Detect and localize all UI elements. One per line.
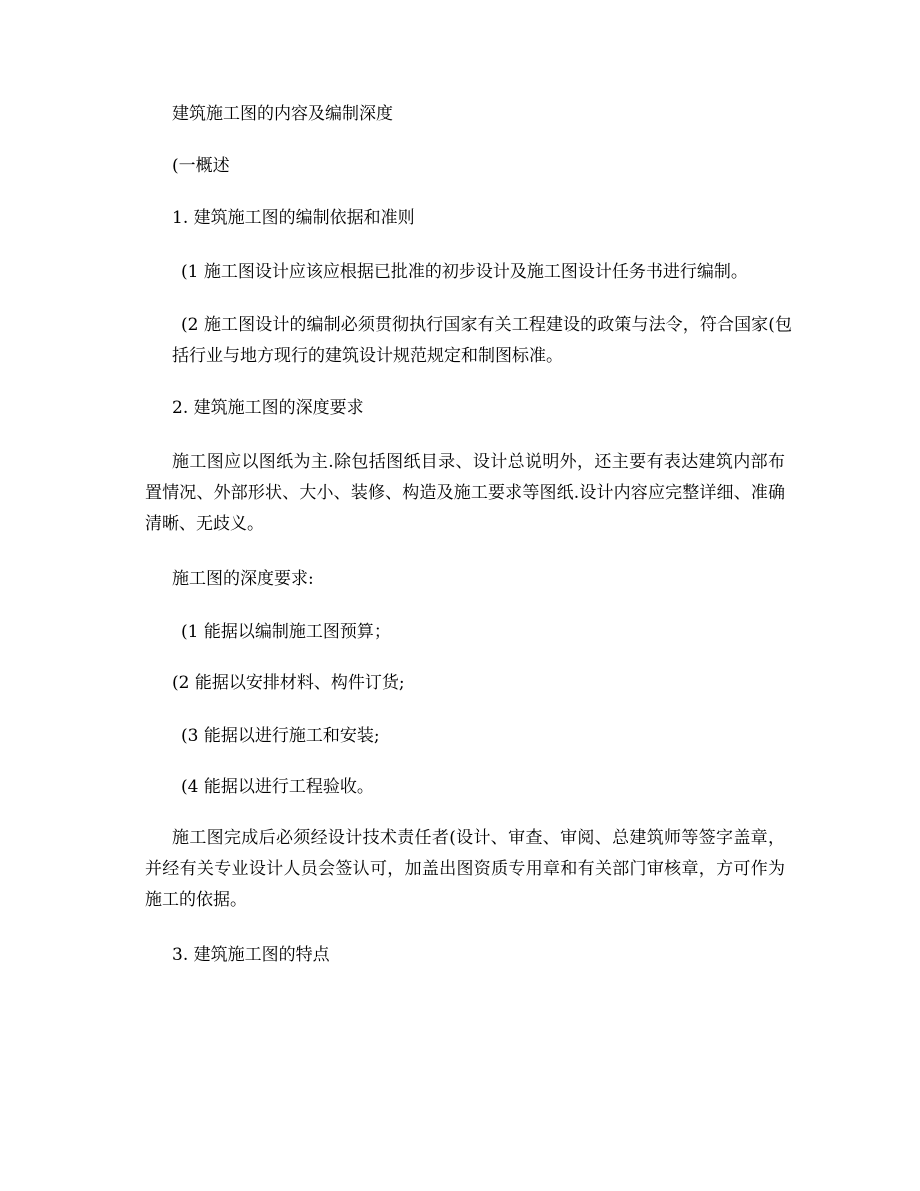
heading-characteristics: 3. 建筑施工图的特点 [172, 945, 330, 965]
paragraph-signature-approval: 施工图完成后必须经设计技术责任者(设计、审查、审阅、总建筑师等签字盖章，并经有关专业设计人员会签认可，加盖出图资质专用章和有关部门审核章，方可作为施工的依据。 [145, 828, 785, 910]
heading-depth-requirements: 2. 建筑施工图的深度要求 [172, 398, 364, 418]
item-basis-2: (2 施工图设计的编制必须贯彻执行国家有关工程建设的政策与法令，符合国家(包括行业与地方现行的建筑设计规范规定和制图标准。 [172, 315, 792, 366]
depth-item-3: (3 能据以进行施工和安装; [181, 726, 380, 746]
depth-item-2: (2 能据以安排材料、构件订货; [172, 673, 405, 693]
document-title: 建筑施工图的内容及编制深度 [172, 104, 393, 124]
section-overview: (一概述 [172, 156, 230, 176]
item-basis-1: (1 施工图设计应该应根据已批准的初步设计及施工图设计任务书进行编制。 [181, 262, 748, 282]
depth-requirements-label: 施工图的深度要求: [172, 569, 314, 589]
depth-item-4: (4 能据以进行工程验收。 [181, 777, 374, 797]
depth-item-1: (1 能据以编制施工图预算； [181, 622, 391, 642]
heading-basis-and-principles: 1. 建筑施工图的编制依据和准则 [172, 208, 415, 228]
paragraph-drawings-content: 施工图应以图纸为主.除包括图纸目录、设计总说明外，还主要有表达建筑内部布置情况、外部形状、大小、装修、构造及施工要求等图纸.设计内容应完整详细、准确清晰、无歧义。 [145, 452, 785, 534]
